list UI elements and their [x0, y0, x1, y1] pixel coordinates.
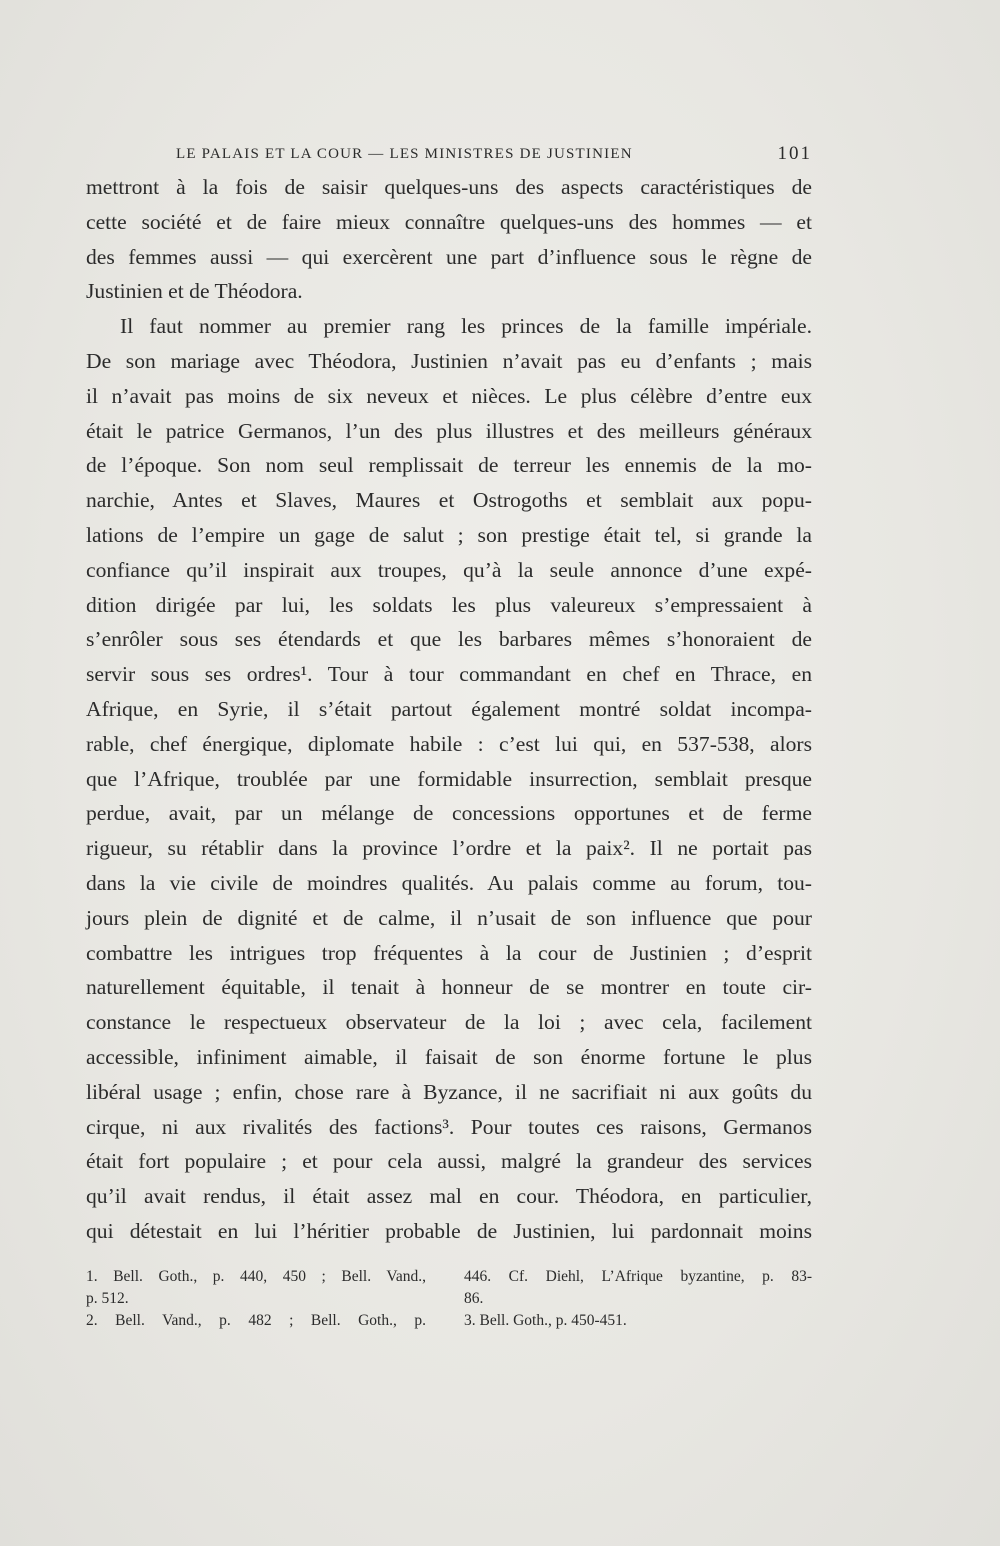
running-head — [176, 143, 812, 170]
text-line: narchie, Antes et Slaves, Maures et Ostrogoths et semblait aux popu- — [86, 488, 812, 513]
text-line: que l’Afrique, troublée par une formidable insurrection, semblait presque — [86, 766, 812, 791]
text-line: De son mariage avec Théodora, Justinien n’avait pas eu d’enfants ; mais — [86, 348, 812, 373]
text-line: Justinien et de Théodora. — [86, 279, 303, 304]
footnote-line: 3. Bell. Goth., p. 450-451. — [464, 1312, 627, 1329]
text-line: lations de l’empire un gage de salut ; son prestige était tel, si grande la — [86, 522, 812, 547]
text-line: cirque, ni aux rivalités des factions³. Pour toutes ces raisons, Germanos — [86, 1114, 812, 1139]
text-line: perdue, avait, par un mélange de concessions opportunes et de ferme — [86, 801, 812, 826]
text-line: rable, chef énergique, diplomate habile : c’est lui qui, en 537-538, alors — [86, 731, 812, 756]
text-line: s’enrôler sous ses étendards et que les barbares mêmes s’honoraient de — [86, 627, 812, 652]
text-line: combattre les intrigues trop fréquentes à la cour de Justinien ; d’esprit — [86, 940, 812, 965]
text-line: dans la vie civile de moindres qualités. Au palais comme au forum, tou- — [86, 870, 812, 895]
text-line: accessible, infiniment aimable, il faisait de son énorme fortune le plus — [86, 1044, 812, 1069]
text-line: constance le respectueux observateur de la loi ; avec cela, facilement — [86, 1010, 812, 1035]
footnote-line: 1. Bell. Goth., p. 440, 450 ; Bell. Vand., — [86, 1268, 426, 1285]
text-line: il n’avait pas moins de six neveux et nièces. Le plus célèbre d’entre eux — [86, 383, 812, 408]
text-line: mettront à la fois de saisir quelques-uns des aspects caractéristiques de — [86, 175, 812, 199]
text-line: confiance qu’il inspirait aux troupes, qu’à la seule annonce d’une expé- — [86, 557, 812, 582]
text-line: de l’époque. Son nom seul remplissait de terreur les ennemis de la mo- — [86, 453, 812, 478]
text-line: servir sous ses ordres¹. Tour à tour commandant en chef en Thrace, en — [86, 662, 812, 687]
text-line: naturellement équitable, il tenait à honneur de se montrer en toute cir- — [86, 975, 812, 1000]
footnote-line: 86. — [464, 1290, 484, 1307]
text-line: qu’il avait rendus, il était assez mal en cour. Théodora, en particulier, — [86, 1184, 812, 1209]
footnotes-right-column — [464, 1266, 812, 1332]
text-line: qui détestait en lui l’héritier probable de Justinien, lui pardonnait moins — [86, 1218, 812, 1243]
text-line: libéral usage ; enfin, chose rare à Byzance, il ne sacrifiait ni aux goûts du — [86, 1079, 812, 1104]
text-line: dition dirigée par lui, les soldats les plus valeureux s’empressaient à — [86, 592, 812, 617]
text-line: Afrique, en Syrie, il s’était partout également montré soldat incompa- — [86, 696, 812, 721]
running-title: LE PALAIS ET LA COUR — LES MINISTRES DE JUSTINIEN — [176, 146, 633, 162]
text-line: jours plein de dignité et de calme, il n’usait de son influence que pour — [86, 905, 812, 930]
text-line: des femmes aussi — qui exercèrent une part d’influence sous le règne de — [86, 244, 812, 269]
text-line: était le patrice Germanos, l’un des plus illustres et des meilleurs généraux — [86, 418, 812, 443]
page-number: 101 — [777, 143, 812, 164]
footnote-line: 446. Cf. Diehl, L’Afrique byzantine, p. 83- — [464, 1268, 812, 1285]
body-text — [86, 170, 812, 1249]
text-line: était fort populaire ; et pour cela aussi, malgré la grandeur des services — [86, 1149, 812, 1174]
footnote-line: 2. Bell. Vand., p. 482 ; Bell. Goth., p. — [86, 1312, 426, 1329]
footnotes-left-column — [86, 1266, 426, 1332]
footnote-line: p. 512. — [86, 1290, 129, 1307]
text-line: rigueur, su rétablir dans la province l’ordre et la paix². Il ne portait pas — [86, 836, 812, 861]
paragraph-first-line: Il faut nommer au premier rang les princes de la famille impériale. — [120, 314, 812, 339]
text-line: cette société et de faire mieux connaître quelques-uns des hommes — et — [86, 209, 812, 234]
